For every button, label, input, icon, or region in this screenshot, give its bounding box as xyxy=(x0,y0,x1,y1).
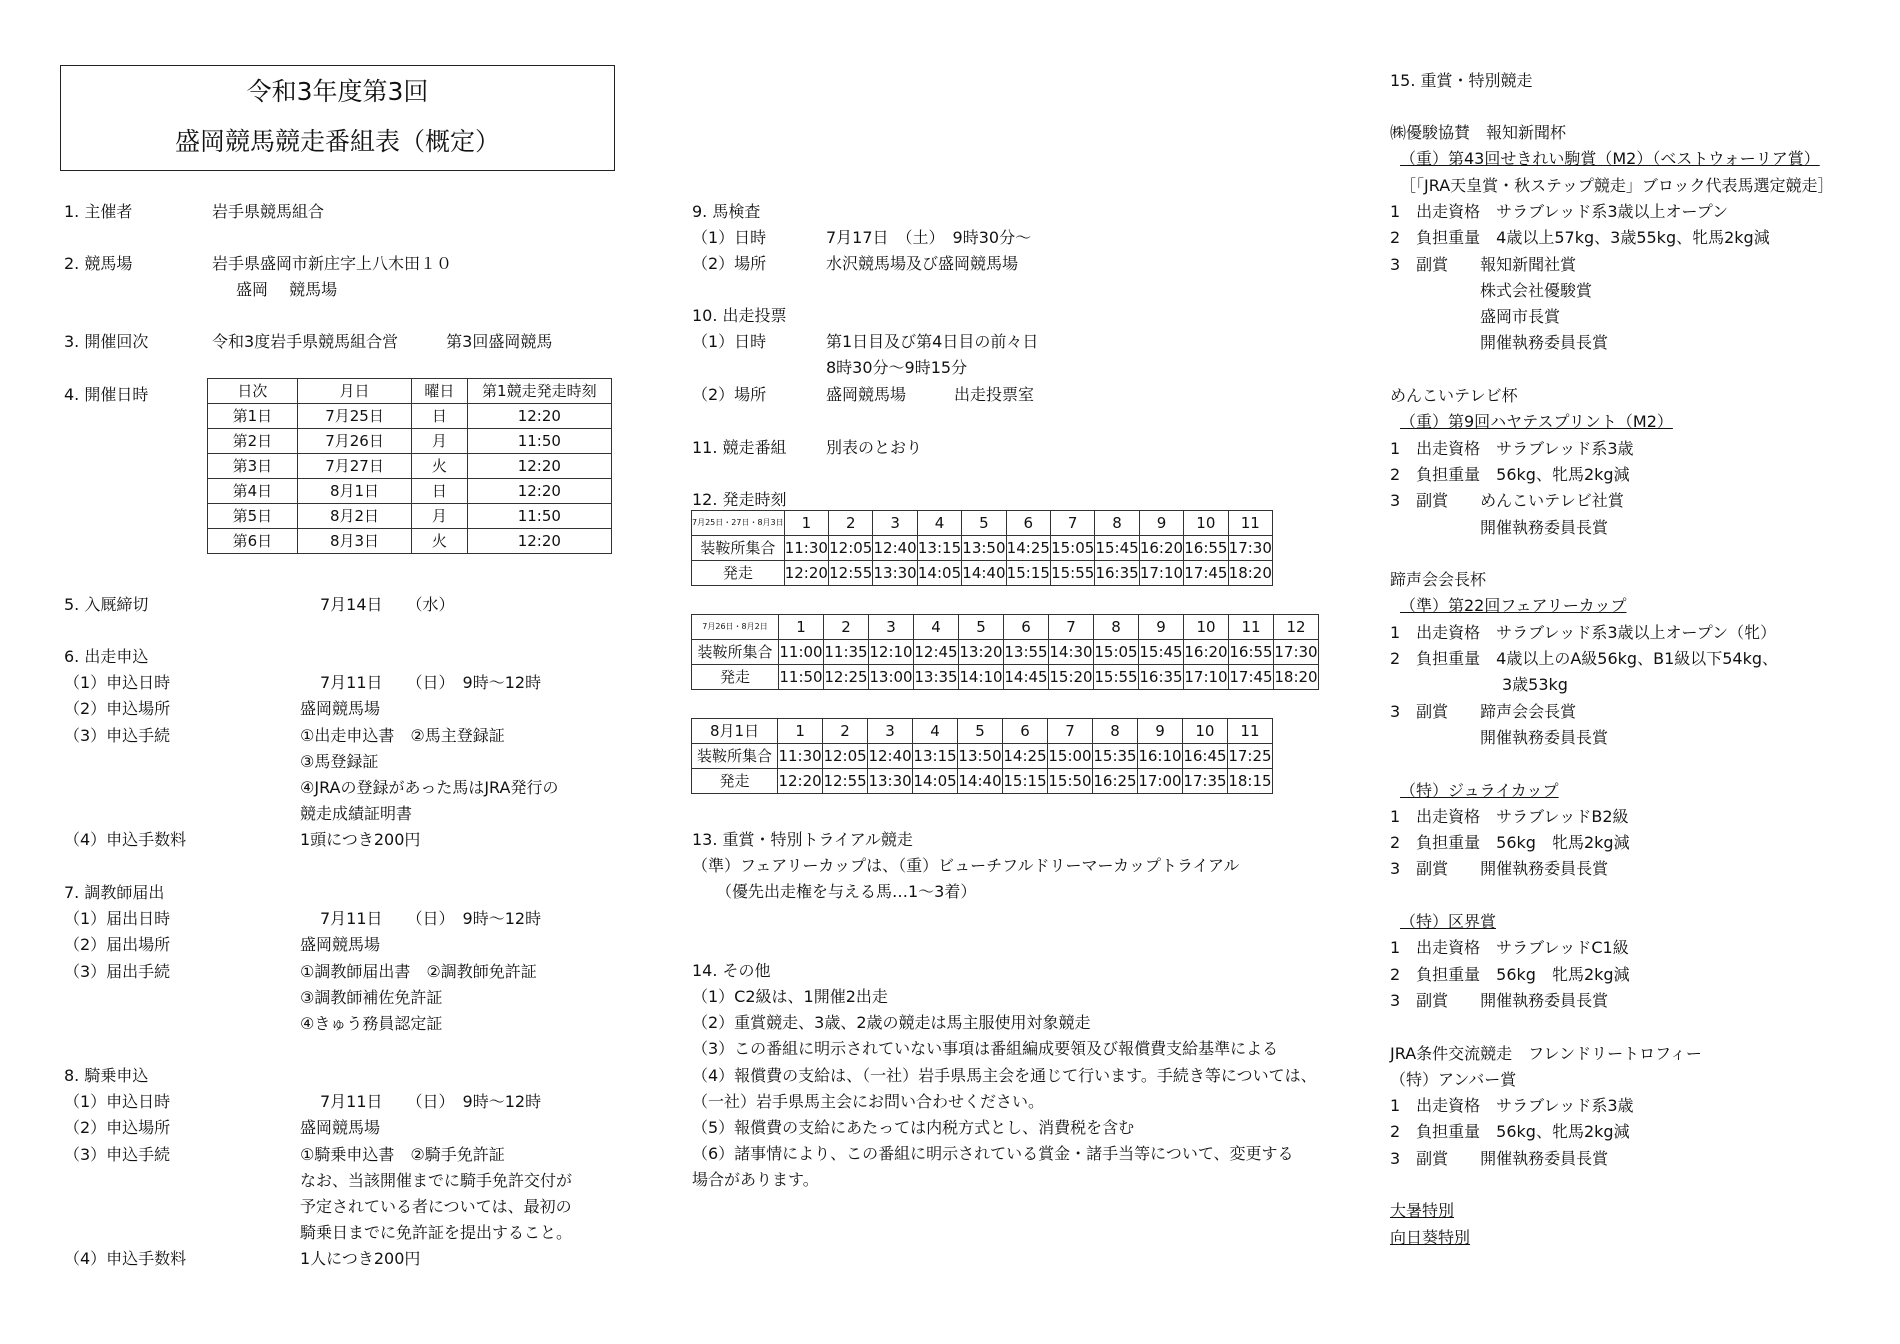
text-line: 3 副賞 めんこいテレビ社賞 xyxy=(1390,491,1624,511)
section-label: 3. 開催回次 xyxy=(64,332,149,351)
time-cell: 12:20 xyxy=(778,769,823,794)
time-cell: 16:55 xyxy=(1229,640,1274,665)
time-cell: 13:00 xyxy=(869,665,914,690)
text-line: 3 副賞 開催執務委員長賞 xyxy=(1390,859,1609,879)
text-line: 3 副賞 開催執務委員長賞 xyxy=(1390,1148,1609,1168)
race-number-cell: 9 xyxy=(1139,511,1183,536)
text-line: 3 副賞 開催執務委員長賞 xyxy=(1390,990,1609,1010)
table-cell: 12:20 xyxy=(467,404,611,429)
table-cell: 第2日 xyxy=(208,429,298,454)
header-cell: 日次 xyxy=(208,379,298,404)
table-cell: 月 xyxy=(412,504,467,529)
time-cell: 15:50 xyxy=(1048,769,1093,794)
race-number-cell: 3 xyxy=(869,615,914,640)
schedule-table xyxy=(207,378,612,554)
time-cell: 14:40 xyxy=(962,561,1006,586)
time-cell: 15:00 xyxy=(1048,744,1093,769)
section-label: 9. 馬検査 xyxy=(692,202,761,221)
header-cell: 第1競走発走時刻 xyxy=(467,379,611,404)
time-cell: 18:20 xyxy=(1274,665,1319,690)
text-line: 1 出走資格 サラブレッドC1級 xyxy=(1390,938,1629,958)
time-cell: 18:20 xyxy=(1228,561,1272,586)
race-name: （準）第22回フェアリーカップ xyxy=(1400,596,1627,616)
section-label: 8. 騎乗申込 xyxy=(64,1066,149,1085)
race-number-cell: 6 xyxy=(1004,615,1049,640)
item-value: 8時30分～9時15分 xyxy=(826,358,968,378)
item-label: （1）申込日時 xyxy=(64,1092,171,1112)
time-cell: 12:10 xyxy=(869,640,914,665)
row-label-cell: 装鞍所集合 xyxy=(692,536,785,561)
section-label: 5. 入厩締切 xyxy=(64,595,149,614)
item-label: （2）場所 xyxy=(692,384,767,404)
race-number-cell: 8 xyxy=(1092,719,1137,744)
time-row xyxy=(692,769,1273,794)
text-line: 2 負担重量 4歳以上57kg、3歳55kg、牝馬2kg減 xyxy=(1390,228,1770,248)
time-cell: 16:35 xyxy=(1095,561,1139,586)
race-number-cell: 5 xyxy=(958,719,1003,744)
table-row xyxy=(208,504,612,529)
time-cell: 18:15 xyxy=(1227,769,1272,794)
text-line: JRA条件交流競走 フレンドリートロフィー xyxy=(1390,1043,1702,1063)
corner-cell: 7月25日・27日・8月3日 xyxy=(692,511,785,536)
table-cell: 第3日 xyxy=(208,454,298,479)
time-cell: 17:45 xyxy=(1184,561,1228,586)
text-line: 開催執務委員長賞 xyxy=(1480,727,1609,747)
text-line: 株式会社優駿賞 xyxy=(1480,280,1593,300)
time-row xyxy=(692,536,1273,561)
table-cell: 8月2日 xyxy=(297,504,411,529)
item-value: なお、当該開催までに騎手免許交付が xyxy=(300,1170,573,1190)
item-label: （3）届出手続 xyxy=(64,961,171,981)
time-cell: 17:25 xyxy=(1227,744,1272,769)
time-cell: 12:45 xyxy=(914,640,959,665)
time-row xyxy=(692,640,1319,665)
section-label: 10. 出走投票 xyxy=(692,306,787,325)
item-label: （4）申込手数料 xyxy=(64,1249,187,1269)
table-cell: 第1日 xyxy=(208,404,298,429)
text-line: めんこいテレビ杯 xyxy=(1390,386,1518,405)
header-cell: 月日 xyxy=(297,379,411,404)
time-cell: 16:55 xyxy=(1184,536,1228,561)
table-header-row xyxy=(208,379,612,404)
item-label: （4）申込手数料 xyxy=(64,830,187,850)
table-cell: 第4日 xyxy=(208,479,298,504)
post-time-table xyxy=(691,510,1273,586)
item-value: 盛岡競馬場 出走投票室 xyxy=(826,384,1035,404)
table-row xyxy=(208,429,612,454)
time-cell: 15:20 xyxy=(1049,665,1094,690)
item-label: （3）申込手続 xyxy=(64,725,171,745)
row-label-cell: 発走 xyxy=(692,769,778,794)
time-cell: 16:35 xyxy=(1139,665,1184,690)
race-name: （重）第9回ハヤテスプリント（M2） xyxy=(1400,412,1673,432)
time-cell: 14:25 xyxy=(1006,536,1050,561)
item-value: ①騎乗申込書 ②騎手免許証 xyxy=(300,1144,505,1164)
race-number-cell: 11 xyxy=(1229,615,1274,640)
section-label: 12. 発走時刻 xyxy=(692,490,787,509)
table-cell: 11:50 xyxy=(467,504,611,529)
section-label: 6. 出走申込 xyxy=(64,647,149,666)
item-value: 盛岡競馬場 xyxy=(300,1118,381,1138)
section-value: 岩手県盛岡市新庄字上八木田１０ xyxy=(212,254,453,273)
time-cell: 12:40 xyxy=(873,536,917,561)
time-cell: 15:35 xyxy=(1092,744,1137,769)
race-number-row xyxy=(692,511,1273,536)
title-box xyxy=(60,65,615,171)
time-cell: 12:55 xyxy=(829,561,873,586)
item-value: 騎乗日までに免許証を提出すること。 xyxy=(300,1223,573,1243)
time-cell: 17:35 xyxy=(1182,769,1227,794)
item-value: 盛岡競馬場 xyxy=(300,935,381,955)
item-value: 水沢競馬場及び盛岡競馬場 xyxy=(826,254,1019,274)
text-line: （3）この番組に明示されていない事項は番組編成要領及び報償費支給基準による xyxy=(692,1039,1279,1059)
time-cell: 15:55 xyxy=(1050,561,1094,586)
table-cell: 日 xyxy=(412,404,467,429)
item-value: 7月17日 （土） 9時30分～ xyxy=(826,228,1032,248)
race-name: 大暑特別 xyxy=(1390,1201,1455,1221)
table-cell: 7月27日 xyxy=(297,454,411,479)
text-line: 2 負担重量 56kg 牝馬2kg減 xyxy=(1390,833,1630,853)
row-label-cell: 装鞍所集合 xyxy=(692,744,778,769)
header-cell: 曜日 xyxy=(412,379,467,404)
table-cell: 火 xyxy=(412,529,467,554)
time-cell: 17:00 xyxy=(1137,769,1182,794)
text-line: 2 負担重量 56kg、牝馬2kg減 xyxy=(1390,464,1630,484)
race-number-cell: 12 xyxy=(1274,615,1319,640)
title-line-1: 令和3年度第3回 xyxy=(246,77,429,106)
race-number-cell: 7 xyxy=(1049,615,1094,640)
time-cell: 12:55 xyxy=(823,769,868,794)
time-cell: 17:30 xyxy=(1228,536,1272,561)
post-time-table xyxy=(691,614,1319,690)
item-value: 7月11日 （日） 9時～12時 xyxy=(320,1092,542,1112)
text-line: 蹄声会会長杯 xyxy=(1390,570,1487,590)
table-cell: 7月26日 xyxy=(297,429,411,454)
row-label-cell: 発走 xyxy=(692,665,779,690)
table-cell: 第6日 xyxy=(208,529,298,554)
race-number-cell: 7 xyxy=(1050,511,1094,536)
text-line: （5）報償費の支給にあたっては内税方式とし、消費税を含む xyxy=(692,1118,1135,1137)
section-label: 13. 重賞・特別トライアル競走 xyxy=(692,830,913,849)
race-number-cell: 6 xyxy=(1006,511,1050,536)
race-number-cell: 6 xyxy=(1003,719,1048,744)
race-number-cell: 4 xyxy=(917,511,961,536)
time-cell: 13:35 xyxy=(914,665,959,690)
table-row xyxy=(208,454,612,479)
section-label: 4. 開催日時 xyxy=(64,385,149,404)
text-line: 1 出走資格 サラブレッド系3歳以上オープン xyxy=(1390,201,1729,221)
text-line: （6）諸事情により、この番組に明示されている賞金・諸手当等について、変更する xyxy=(692,1144,1294,1164)
section-value: 7月14日 （水） xyxy=(320,595,455,614)
time-cell: 12:05 xyxy=(829,536,873,561)
item-value: ③馬登録証 xyxy=(300,751,379,771)
time-cell: 12:20 xyxy=(784,561,828,586)
time-cell: 14:05 xyxy=(913,769,958,794)
race-number-cell: 2 xyxy=(824,615,869,640)
item-value: ③調教師補佐免許証 xyxy=(300,987,443,1007)
time-cell: 11:30 xyxy=(778,744,823,769)
corner-cell: 8月1日 xyxy=(692,719,778,744)
table-row xyxy=(208,529,612,554)
text-line: ［「JRA天皇賞・秋ステップ競走」ブロック代表馬選定競走］ xyxy=(1400,175,1834,195)
race-number-row xyxy=(692,615,1319,640)
time-cell: 17:10 xyxy=(1184,665,1229,690)
table-cell: 11:50 xyxy=(467,429,611,454)
section-value: 盛岡 競馬場 xyxy=(236,280,338,299)
time-cell: 14:45 xyxy=(1004,665,1049,690)
item-value: 1頭につき200円 xyxy=(300,830,421,850)
section-value: 令和3度岩手県競馬組合営 第3回盛岡競馬 xyxy=(212,332,553,351)
text-line: （特）アンバー賞 xyxy=(1390,1069,1517,1089)
row-label-cell: 発走 xyxy=(692,561,785,586)
section-label: 7. 調教師届出 xyxy=(64,883,165,902)
table-cell: 12:20 xyxy=(467,479,611,504)
time-cell: 13:30 xyxy=(868,769,913,794)
section-label: 15. 重賞・特別競走 xyxy=(1390,71,1533,90)
text-line: （準）フェアリーカップは、（重）ビューチフルドリーマーカップトライアル xyxy=(692,856,1240,875)
text-line: 2 負担重量 56kg 牝馬2kg減 xyxy=(1390,964,1630,984)
time-cell: 15:05 xyxy=(1094,640,1139,665)
item-value: 1人につき200円 xyxy=(300,1249,421,1269)
item-label: （1）日時 xyxy=(692,228,767,248)
race-number-cell: 9 xyxy=(1139,615,1184,640)
race-number-cell: 4 xyxy=(913,719,958,744)
time-cell: 13:15 xyxy=(917,536,961,561)
text-line: 開催執務委員長賞 xyxy=(1480,333,1609,353)
item-value: 盛岡競馬場 xyxy=(300,699,381,719)
text-line: （4）報償費の支給は、（一社）岩手県馬主会を通じて行います。手続き等については、 xyxy=(692,1065,1317,1085)
race-number-cell: 5 xyxy=(962,511,1006,536)
race-name: 向日葵特別 xyxy=(1390,1227,1471,1247)
race-number-cell: 8 xyxy=(1095,511,1139,536)
item-value: 7月11日 （日） 9時～12時 xyxy=(320,909,542,929)
section-label: 11. 競走番組 xyxy=(692,438,787,457)
table-cell: 火 xyxy=(412,454,467,479)
time-cell: 13:20 xyxy=(959,640,1004,665)
time-cell: 16:20 xyxy=(1139,536,1183,561)
race-number-cell: 5 xyxy=(959,615,1004,640)
race-number-cell: 1 xyxy=(784,511,828,536)
time-cell: 16:45 xyxy=(1182,744,1227,769)
section-value: 別表のとおり xyxy=(826,438,923,457)
race-number-cell: 10 xyxy=(1182,719,1227,744)
race-number-cell: 2 xyxy=(829,511,873,536)
race-number-row xyxy=(692,719,1273,744)
time-cell: 14:05 xyxy=(917,561,961,586)
item-label: （2）場所 xyxy=(692,254,767,274)
text-line: 2 負担重量 4歳以上のA級56kg、B1級以下54kg、 xyxy=(1390,649,1779,668)
text-line: 3歳53kg xyxy=(1502,675,1568,695)
item-value: ④きゅう務員認定証 xyxy=(300,1014,443,1033)
table-cell: 日 xyxy=(412,479,467,504)
table-cell: 8月3日 xyxy=(297,529,411,554)
time-cell: 12:25 xyxy=(824,665,869,690)
time-cell: 13:30 xyxy=(873,561,917,586)
section-value: 岩手県競馬組合 xyxy=(212,202,325,221)
text-line: 1 出走資格 サラブレッド系3歳 xyxy=(1390,1096,1634,1116)
time-cell: 15:45 xyxy=(1139,640,1184,665)
text-line: 3 副賞 報知新聞社賞 xyxy=(1390,254,1577,274)
text-line: 1 出走資格 サラブレッド系3歳以上オープン（牝） xyxy=(1390,622,1777,642)
section-label: 14. その他 xyxy=(692,961,771,980)
table-cell: 8月1日 xyxy=(297,479,411,504)
time-cell: 14:10 xyxy=(959,665,1004,690)
item-label: （2）届出場所 xyxy=(64,935,171,955)
item-label: （3）申込手続 xyxy=(64,1144,171,1164)
item-label: （1）申込日時 xyxy=(64,673,171,693)
item-value: ①出走申込書 ②馬主登録証 xyxy=(300,725,505,745)
text-line: ㈱優駿協賛 報知新聞杯 xyxy=(1390,123,1567,142)
item-value: 第1日目及び第4日目の前々日 xyxy=(826,332,1039,352)
time-cell: 11:00 xyxy=(779,640,824,665)
item-value: 予定されている者については、最初の xyxy=(300,1197,572,1216)
text-line: （一社）岩手県馬主会にお問い合わせください。 xyxy=(692,1091,1045,1111)
race-number-cell: 3 xyxy=(868,719,913,744)
section-label: 1. 主催者 xyxy=(64,202,133,221)
race-number-cell: 11 xyxy=(1228,511,1272,536)
race-name: （重）第43回せきれい駒賞（M2）（ベストウォーリア賞） xyxy=(1400,149,1820,169)
time-cell: 16:25 xyxy=(1092,769,1137,794)
time-cell: 13:15 xyxy=(913,744,958,769)
race-name: （特）ジュライカップ xyxy=(1400,780,1559,800)
time-cell: 17:45 xyxy=(1229,665,1274,690)
race-number-cell: 8 xyxy=(1094,615,1139,640)
item-value: 7月11日 （日） 9時～12時 xyxy=(320,673,542,693)
post-time-table xyxy=(691,718,1273,794)
race-name: （特）区界賞 xyxy=(1400,912,1497,931)
time-cell: 16:10 xyxy=(1137,744,1182,769)
time-cell: 15:15 xyxy=(1006,561,1050,586)
item-label: （1）届出日時 xyxy=(64,909,171,929)
time-cell: 14:30 xyxy=(1049,640,1094,665)
text-line: 盛岡市長賞 xyxy=(1480,307,1561,327)
text-line: 3 副賞 蹄声会会長賞 xyxy=(1390,701,1577,721)
item-value: ①調教師届出書 ②調教師免許証 xyxy=(300,961,537,981)
text-line: 1 出走資格 サラブレッドB2級 xyxy=(1390,806,1629,826)
title-line-2: 盛岡競馬競走番組表（概定） xyxy=(174,127,500,156)
race-number-cell: 1 xyxy=(778,719,823,744)
corner-cell: 7月26日・8月2日 xyxy=(692,615,779,640)
race-number-cell: 4 xyxy=(914,615,959,640)
time-cell: 14:25 xyxy=(1003,744,1048,769)
time-cell: 13:50 xyxy=(958,744,1003,769)
time-cell: 17:30 xyxy=(1274,640,1319,665)
table-cell: 月 xyxy=(412,429,467,454)
time-cell: 12:40 xyxy=(868,744,913,769)
table-row xyxy=(208,404,612,429)
text-line: （2）重賞競走、3歳、2歳の競走は馬主服使用対象競走 xyxy=(692,1013,1091,1033)
item-label: （1）日時 xyxy=(692,332,767,352)
time-cell: 13:50 xyxy=(962,536,1006,561)
text-line: （優先出走権を与える馬…1～3着） xyxy=(692,882,977,902)
table-cell: 12:20 xyxy=(467,529,611,554)
text-line: 開催執務委員長賞 xyxy=(1480,517,1609,537)
time-cell: 16:20 xyxy=(1184,640,1229,665)
table-cell: 12:20 xyxy=(467,454,611,479)
time-row xyxy=(692,744,1273,769)
race-number-cell: 10 xyxy=(1184,511,1228,536)
item-value: ④JRAの登録があった馬はJRA発行の xyxy=(300,778,559,797)
time-cell: 11:35 xyxy=(824,640,869,665)
time-cell: 11:30 xyxy=(784,536,828,561)
time-cell: 15:15 xyxy=(1003,769,1048,794)
item-value: 競走成績証明書 xyxy=(300,804,413,824)
race-number-cell: 11 xyxy=(1227,719,1272,744)
time-cell: 14:40 xyxy=(958,769,1003,794)
time-cell: 17:10 xyxy=(1139,561,1183,586)
time-cell: 13:55 xyxy=(1004,640,1049,665)
section-label: 2. 競馬場 xyxy=(64,254,133,273)
time-row xyxy=(692,665,1319,690)
time-cell: 15:55 xyxy=(1094,665,1139,690)
time-cell: 15:05 xyxy=(1050,536,1094,561)
text-line: 2 負担重量 56kg、牝馬2kg減 xyxy=(1390,1122,1630,1142)
time-cell: 15:45 xyxy=(1095,536,1139,561)
item-label: （2）申込場所 xyxy=(64,1118,171,1138)
race-number-cell: 7 xyxy=(1048,719,1093,744)
time-cell: 11:50 xyxy=(779,665,824,690)
row-label-cell: 装鞍所集合 xyxy=(692,640,779,665)
race-number-cell: 3 xyxy=(873,511,917,536)
text-line: （1）C2級は、1開催2出走 xyxy=(692,987,888,1006)
table-cell: 7月25日 xyxy=(297,404,411,429)
time-cell: 12:05 xyxy=(823,744,868,769)
race-number-cell: 2 xyxy=(823,719,868,744)
time-row xyxy=(692,561,1273,586)
table-cell: 第5日 xyxy=(208,504,298,529)
race-number-cell: 1 xyxy=(779,615,824,640)
text-line: 場合があります。 xyxy=(692,1170,819,1190)
item-label: （2）申込場所 xyxy=(64,699,171,719)
text-line: 1 出走資格 サラブレッド系3歳 xyxy=(1390,438,1634,458)
race-number-cell: 10 xyxy=(1184,615,1229,640)
table-row xyxy=(208,479,612,504)
race-number-cell: 9 xyxy=(1137,719,1182,744)
